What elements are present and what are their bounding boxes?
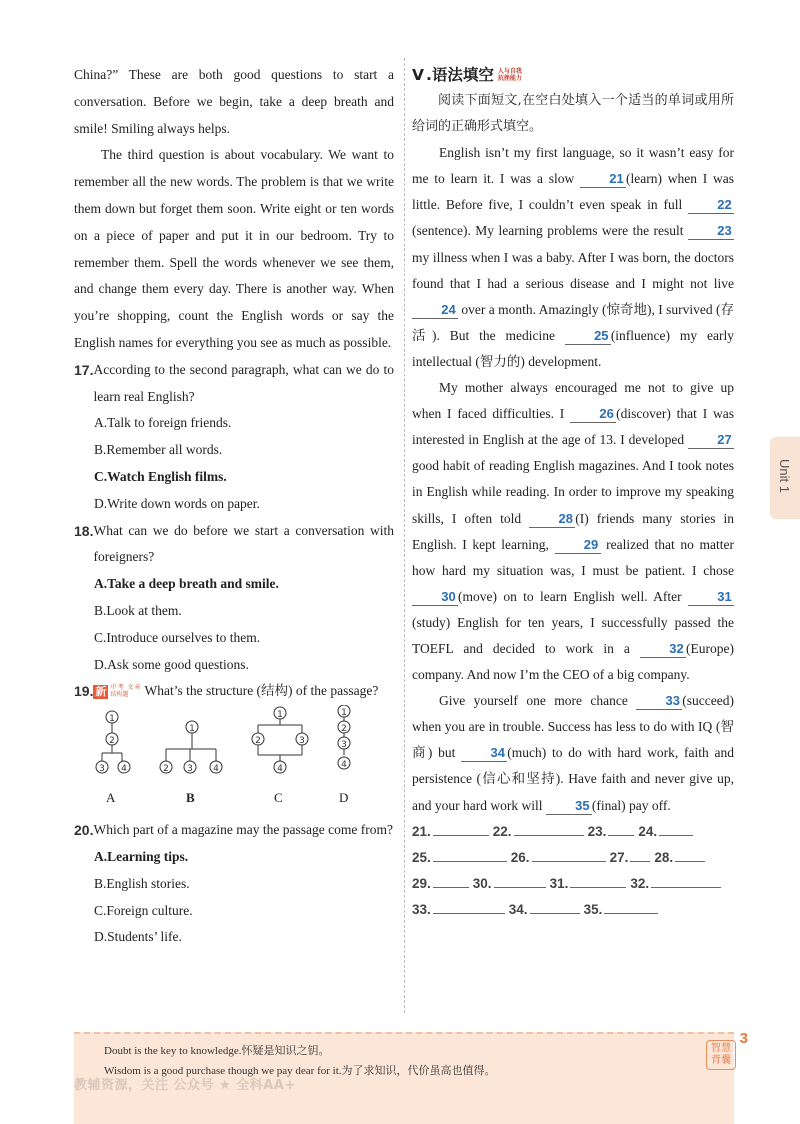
unit-tab: [770, 437, 800, 519]
blank-34[interactable]: 34: [461, 745, 507, 762]
answer-field[interactable]: [433, 899, 505, 914]
option-d: D.Ask some good questions.: [94, 656, 249, 672]
answer-field[interactable]: [659, 821, 693, 836]
answer-field[interactable]: [530, 899, 580, 914]
paragraph-2: The third question is about vocabulary. We want to remember all the new words. The problem is that we write them down but forget them soon. Write eight or ten words on a piece of paper and put it in our bedroom. Try to remember them. Spell the words whenever we see them, and change them every day. There is another way. When you’re shopping, count the English words or say the English names for everything you see as much as possible.: [74, 147, 394, 350]
svg-text:4: 4: [341, 760, 347, 771]
section-title: .语法填空: [426, 65, 494, 84]
wisdom-logo-icon: 智慧背囊: [706, 1040, 736, 1070]
passage-paragraph-1: English isn’t my first language, so it wasn’t easy for me to learn it. I was a slow 21 (learn) when I was little. Before five, I couldn’t even speak in full 22(sentence). My learning problems were the result 23 my illness when I was a baby. After I was born, the doctors found that I had a serious disease and I might not live 24 over a month. Amazingly (惊奇地), I survived (存活). But the medicine 25 (influence) my early intellectual (智力的) development.: [412, 145, 734, 369]
svg-text:2: 2: [341, 724, 347, 735]
answer-label: 33.: [412, 901, 431, 917]
blank-31[interactable]: 31: [688, 589, 734, 606]
option-b: B.English stories.: [94, 875, 190, 891]
answer-field[interactable]: [433, 873, 469, 888]
svg-text:1: 1: [109, 714, 115, 725]
quote-line-1: Doubt is the key to knowledge.怀疑是知识之钥。: [104, 1045, 330, 1057]
passage-paragraph-2: My mother always encouraged me not to give up when I faced difficulties. I 26 (discover) that I was interested in English at the age of 13. I developed 27 good habit of reading English magazines. And I took notes in English while reading. In order to improve my speaking skills, I often told 28 (I) friends many stories in English. I kept learning, 29 realized that no matter how hard my situation was, I must be patient. I chose 30 (move) on to learn English well. After 31(study) English for ten years, I successfully passed the TOEFL and decided to work in a 32 (Europe) company. And now I’m the CEO of a big company.: [412, 380, 734, 683]
answer-label: 21.: [412, 823, 431, 839]
answer-label: 22.: [492, 823, 512, 839]
answer-field[interactable]: [494, 873, 546, 888]
svg-text:3: 3: [187, 764, 193, 775]
svg-text:1: 1: [277, 710, 283, 721]
answer-field[interactable]: [630, 847, 650, 862]
svg-text:4: 4: [277, 764, 283, 775]
passage-paragraph-3: Give yourself one more chance 33 (succeed) when you are in trouble. Success has less to do with IQ (智商) but 34 (much) to do with hard work, faith and persistence (信心和坚持). Have faith and never give up, and your hard work will 35 (final) pay off.: [412, 693, 735, 813]
column-divider: [404, 58, 405, 1013]
svg-text:1: 1: [341, 708, 347, 719]
answer-lines: [412, 819, 734, 923]
diagram-c: [252, 707, 308, 774]
diagram-a: [96, 711, 130, 774]
answer-field[interactable]: [514, 821, 584, 836]
diagram-label-d: D: [339, 790, 349, 806]
option-d: D.Write down words on paper.: [94, 495, 260, 511]
svg-text:3: 3: [299, 736, 305, 747]
blank-22[interactable]: 22: [688, 197, 734, 214]
answer-label: 30.: [472, 875, 492, 891]
question-text: What’s the structure (结构) of the passage?: [144, 683, 379, 699]
question-20: [74, 817, 394, 951]
answer-field[interactable]: [651, 873, 721, 888]
blank-27[interactable]: 27: [688, 432, 734, 449]
option-b: B.Look at them.: [94, 602, 182, 618]
option-a-answer: A.Learning tips.: [94, 848, 189, 864]
option-a-answer: A.Take a deep breath and smile.: [94, 576, 279, 592]
blank-21[interactable]: 21: [580, 171, 626, 188]
paragraph-1: China?” These are both good questions to start a conversation. Before we begin, take a deep breath and smile! Smiling always helps.: [74, 67, 394, 136]
new-badge: 新: [95, 686, 107, 699]
instructions: 阅读下面短文,在空白处填入一个适当的单词或用所给词的正确形式填空。: [412, 93, 734, 135]
right-column: [412, 62, 734, 923]
question-number: 17.: [74, 361, 94, 378]
answer-field[interactable]: [532, 847, 606, 862]
question-text: According to the second paragraph, what can we do to learn real English?: [93, 361, 394, 404]
answer-field[interactable]: [433, 821, 489, 836]
svg-text:3: 3: [341, 740, 347, 751]
blank-24[interactable]: 24: [412, 302, 458, 319]
option-c-answer: C.Watch English films.: [94, 468, 227, 484]
blank-30[interactable]: 30: [412, 589, 458, 606]
structure-diagrams: [94, 705, 394, 817]
blank-23[interactable]: 23: [688, 223, 734, 240]
answer-label: 26.: [510, 849, 530, 865]
question-18: [74, 518, 394, 679]
watermark-text: 教辅资源，关注 公众号 ★ 全科AA+: [74, 1078, 296, 1093]
question-17: [74, 357, 394, 518]
blank-32[interactable]: 32: [640, 641, 686, 658]
question-number: 18.: [74, 522, 94, 539]
section-heading: [412, 62, 734, 88]
footer-quote-box: [74, 1032, 734, 1124]
diagram-label-a: A: [106, 790, 116, 806]
answer-label: 24.: [638, 823, 658, 839]
option-c: C.Foreign culture.: [94, 902, 193, 918]
blank-25[interactable]: 25: [565, 328, 611, 345]
blank-35[interactable]: 35: [546, 798, 592, 815]
question-number: 19.: [74, 683, 94, 700]
question-type-badge: 中考 文章结构题: [110, 685, 141, 699]
diagram-label-c: C: [274, 790, 283, 806]
answer-field[interactable]: [608, 821, 634, 836]
svg-text:4: 4: [121, 764, 127, 775]
answer-label: 34.: [508, 901, 528, 917]
answer-label: 28.: [654, 849, 674, 865]
answer-label: 35.: [583, 901, 603, 917]
question-19: [74, 678, 394, 817]
section-tag-badge: 人与自我 抗挫能力: [497, 68, 522, 82]
option-d: D.Students’ life.: [94, 929, 182, 945]
svg-text:1: 1: [189, 724, 195, 735]
diagram-b: [160, 721, 222, 774]
option-b: B.Remember all words.: [94, 442, 223, 458]
blank-26[interactable]: 26: [570, 406, 616, 423]
svg-text:2: 2: [163, 764, 169, 775]
quote-line-2: Wisdom is a good purchase though we pay dear for it.为了求知识，代价虽高也值得。: [104, 1065, 496, 1077]
diagram-label-b-answer: B: [186, 790, 195, 806]
answer-field[interactable]: [433, 847, 507, 862]
answer-label: 25.: [412, 849, 431, 865]
blank-33[interactable]: 33: [636, 693, 682, 710]
diagram-d: [338, 705, 350, 770]
answer-label: 23.: [587, 823, 607, 839]
question-text: What can we do before we start a conversation with foreigners?: [93, 522, 394, 565]
unit-tab-label: Unit 1: [777, 459, 792, 493]
page-number: 3: [739, 1030, 748, 1047]
svg-text:4: 4: [213, 764, 219, 775]
answer-label: 31.: [549, 875, 569, 891]
section-number: V: [412, 65, 424, 84]
question-text: Which part of a magazine may the passage come from?: [93, 822, 393, 838]
answer-field[interactable]: [604, 899, 658, 914]
question-number: 20.: [74, 822, 94, 839]
answer-field[interactable]: [675, 847, 705, 862]
blank-28[interactable]: 28: [529, 511, 575, 528]
svg-text:2: 2: [255, 736, 261, 747]
svg-text:3: 3: [99, 764, 105, 775]
blank-29[interactable]: 29: [555, 537, 601, 554]
answer-label: 27.: [609, 849, 629, 865]
option-a: A.Talk to foreign friends.: [94, 415, 232, 431]
answer-field[interactable]: [570, 873, 626, 888]
answer-label: 32.: [630, 875, 650, 891]
answer-label: 29.: [412, 875, 431, 891]
left-column: [74, 62, 394, 951]
option-c: C.Introduce ourselves to them.: [94, 629, 261, 645]
svg-text:2: 2: [109, 736, 115, 747]
